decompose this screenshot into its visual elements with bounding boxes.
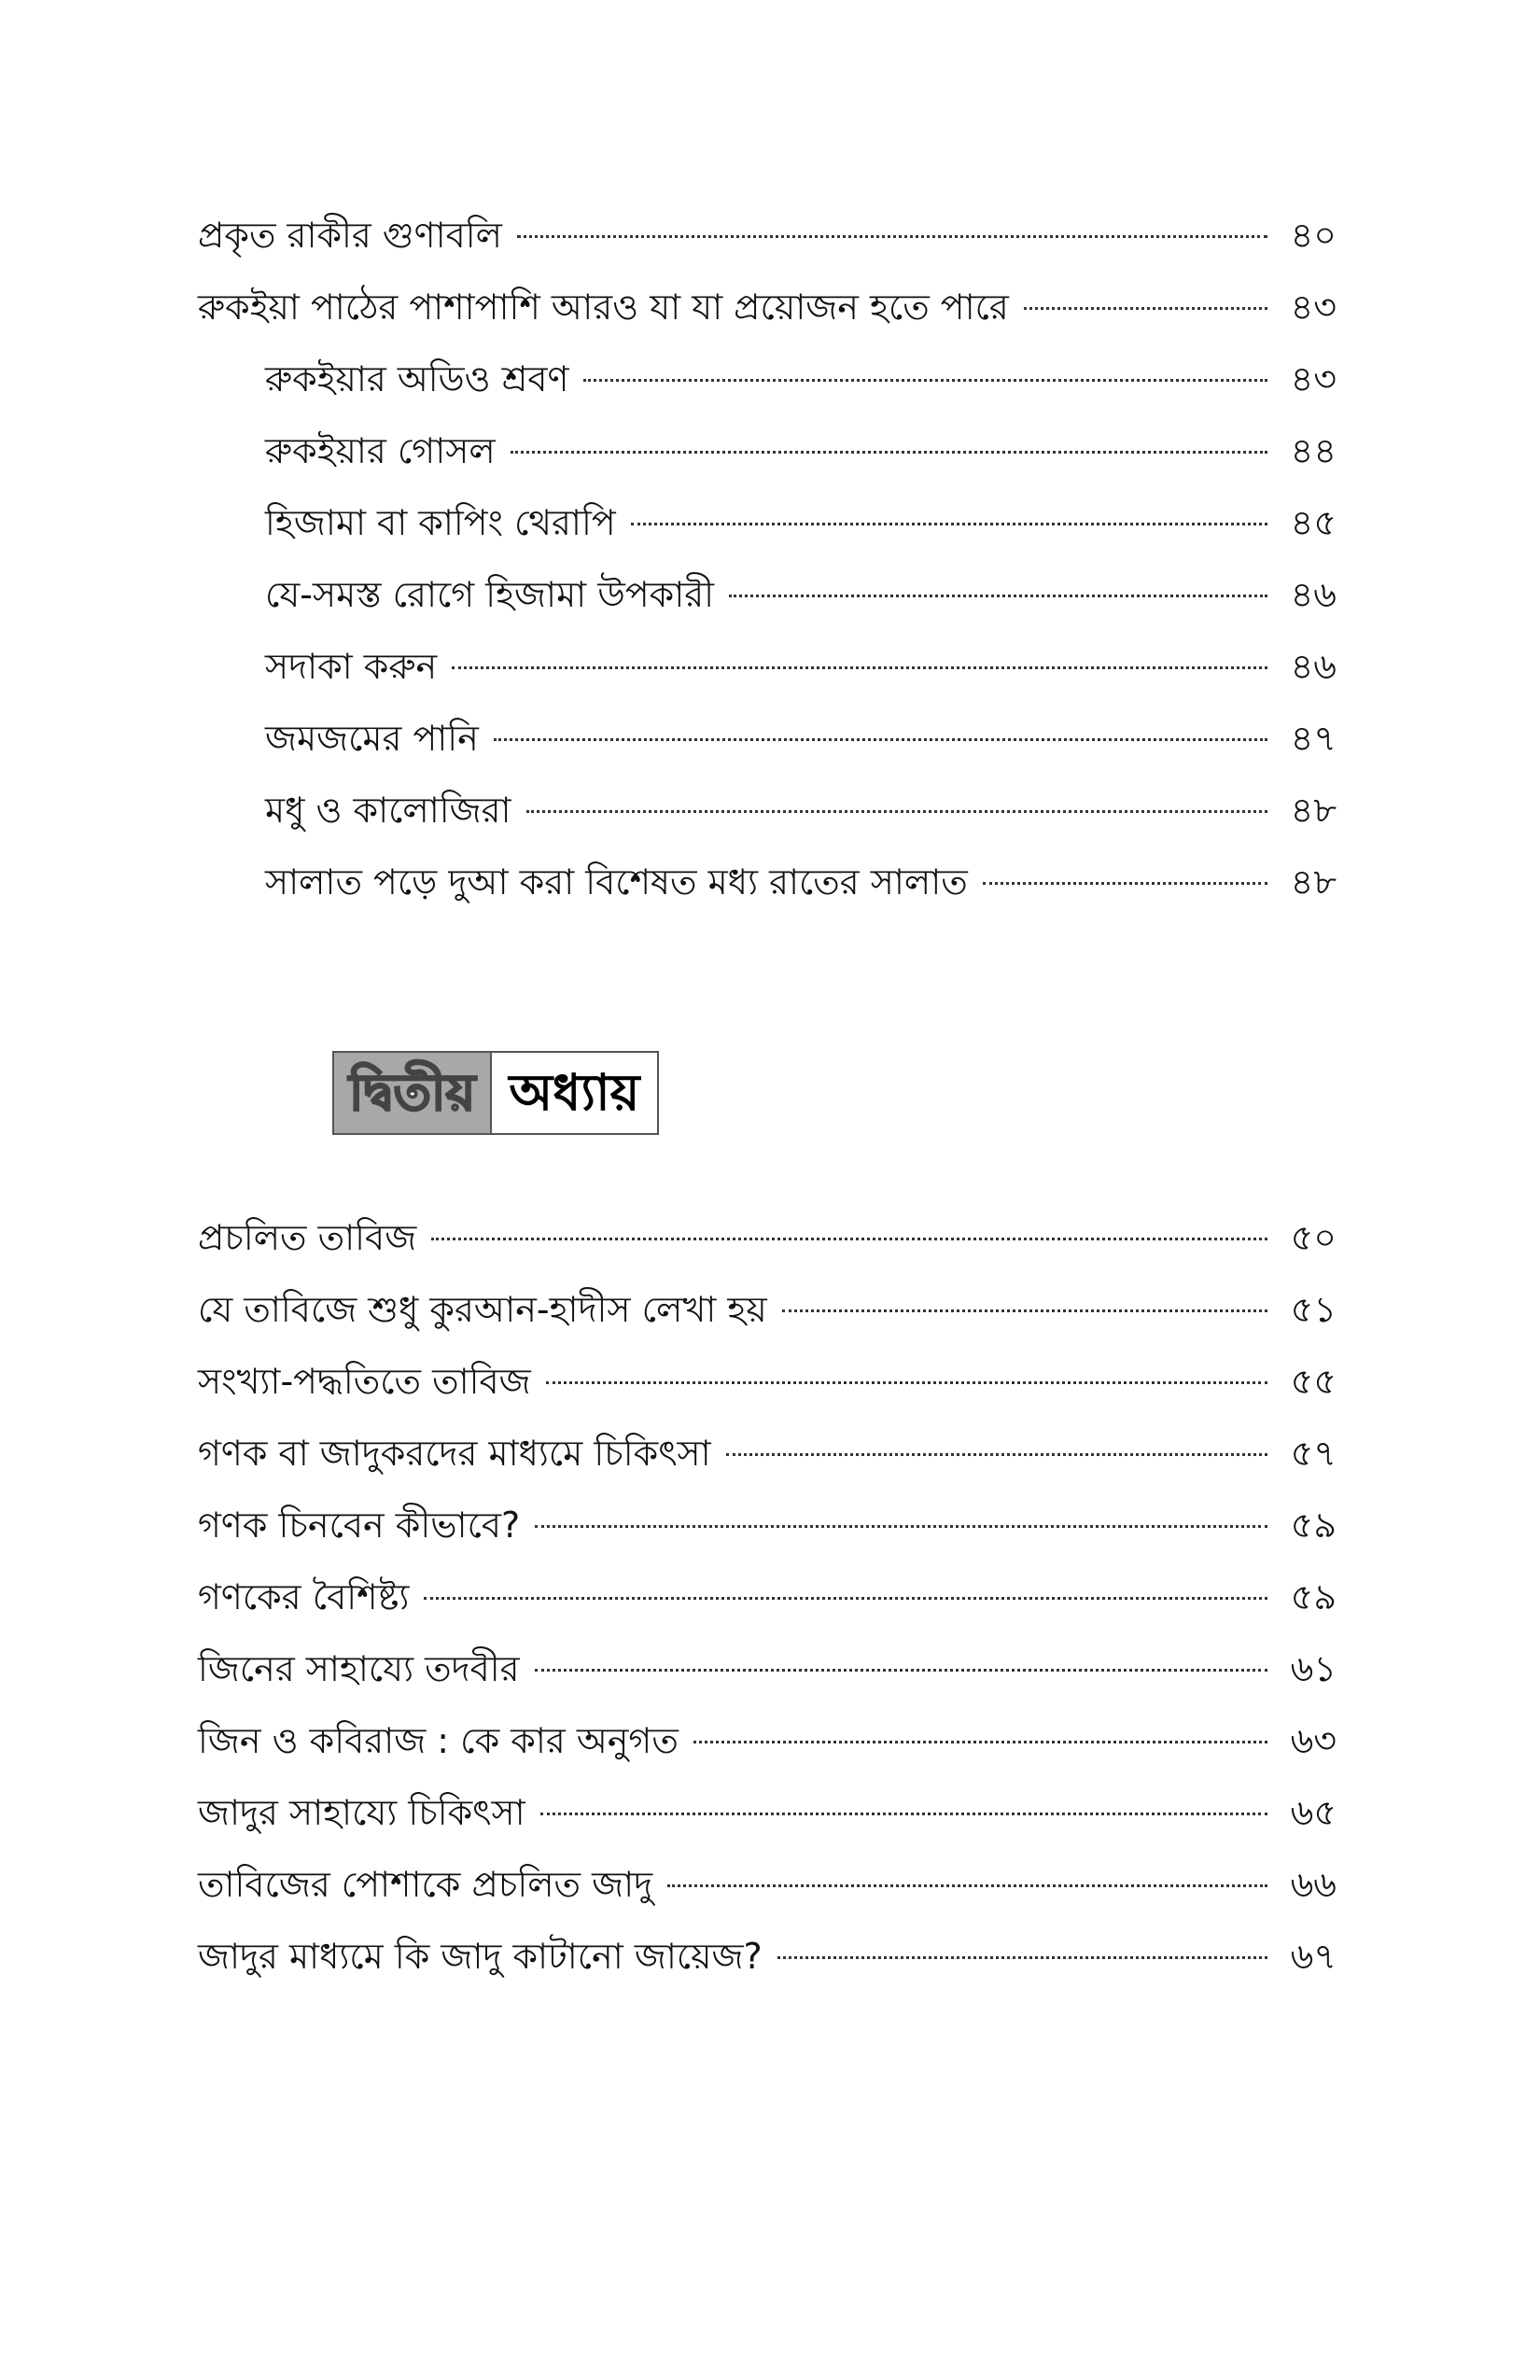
toc-subentry[interactable] xyxy=(198,631,1337,703)
toc-entry-title: মধু ও কালোজিরা xyxy=(265,790,511,831)
toc-subentry[interactable] xyxy=(198,343,1337,415)
toc-page-number: ৫৭ xyxy=(1290,1433,1337,1474)
toc-page-number: ৬৫ xyxy=(1290,1792,1337,1833)
toc-entry-title: গণক চিনবেন কীভাবে? xyxy=(198,1505,521,1546)
toc-page-number: ৬৩ xyxy=(1290,1720,1337,1761)
chapter-word: অধ্যায় xyxy=(490,1053,656,1133)
toc-entry-title: জমজমের পানি xyxy=(265,718,479,759)
toc-page-number: ৪৬ xyxy=(1290,646,1337,687)
toc-entry[interactable] xyxy=(198,200,1337,272)
toc-page-number: ৪৬ xyxy=(1290,574,1337,615)
dot-leader xyxy=(431,1238,1267,1240)
dot-leader xyxy=(726,1453,1267,1456)
toc-entry-title: তাবিজের পোশাকে প্রচলিত জাদু xyxy=(198,1864,653,1905)
toc-section-second-chapter xyxy=(198,1202,1337,1993)
toc-subentry[interactable] xyxy=(198,775,1337,847)
dot-leader xyxy=(517,235,1267,238)
toc-entry-title: হিজামা বা কাপিং থেরাপি xyxy=(265,502,616,543)
dot-leader xyxy=(1024,307,1267,310)
toc-entry-title: প্রচলিত তাবিজ xyxy=(198,1217,417,1258)
dot-leader xyxy=(452,666,1267,669)
toc-page-number: ৫৯ xyxy=(1290,1505,1337,1546)
toc-entry-title: সংখ্যা-পদ্ধতিতে তাবিজ xyxy=(198,1361,531,1402)
toc-entry[interactable] xyxy=(198,1633,1337,1705)
toc-section-first xyxy=(198,200,1337,918)
toc-entry-title: গণকের বৈশিষ্ট্য xyxy=(198,1576,410,1617)
toc-entry-title: জিন ও কবিরাজ : কে কার অনুগত xyxy=(198,1720,679,1761)
toc-subentry[interactable] xyxy=(198,703,1337,775)
chapter-ordinal: দ্বিতীয় xyxy=(334,1053,490,1133)
toc-page-number: ৫০ xyxy=(1290,1217,1337,1258)
toc-entry[interactable] xyxy=(198,1202,1337,1274)
dot-leader xyxy=(729,595,1267,597)
dot-leader xyxy=(983,882,1267,885)
chapter-heading-banner xyxy=(332,1051,659,1135)
toc-entry-title: প্রকৃত রাকীর গুণাবলি xyxy=(198,215,502,256)
toc-entry[interactable] xyxy=(198,272,1337,343)
dot-leader xyxy=(511,451,1267,454)
toc-subentry[interactable] xyxy=(198,487,1337,559)
toc-entry-title: গণক বা জাদুকরদের মাধ্যমে চিকিৎসা xyxy=(198,1433,711,1474)
toc-page-number: ৬৬ xyxy=(1290,1864,1337,1905)
toc-subentry[interactable] xyxy=(198,559,1337,631)
toc-page-number: ৫৫ xyxy=(1290,1361,1337,1402)
toc-entry[interactable] xyxy=(198,1490,1337,1561)
dot-leader xyxy=(583,379,1267,382)
toc-subentry[interactable] xyxy=(198,415,1337,487)
toc-entry[interactable] xyxy=(198,1777,1337,1849)
toc-entry-title: রুকইয়ার অডিও শ্রবণ xyxy=(265,358,569,399)
toc-entry-title: যে-সমস্ত রোগে হিজামা উপকারী xyxy=(265,574,715,615)
toc-page-number: ৫১ xyxy=(1290,1289,1337,1330)
toc-page-number: ৪৭ xyxy=(1290,718,1337,759)
toc-subentry[interactable] xyxy=(198,847,1337,918)
toc-page-number: ৬৭ xyxy=(1290,1936,1337,1977)
dot-leader xyxy=(424,1597,1267,1600)
toc-entry-title: সালাত পড়ে দুআ করা বিশেষত মধ্য রাতের সালাত xyxy=(265,861,968,903)
toc-entry-title: জিনের সাহায্যে তদবীর xyxy=(198,1648,520,1689)
dot-leader xyxy=(526,810,1267,813)
dot-leader xyxy=(693,1741,1267,1743)
dot-leader xyxy=(782,1309,1267,1312)
toc-entry-title: সদাকা করুন xyxy=(265,646,438,687)
toc-page-number: ৪৮ xyxy=(1290,861,1337,903)
toc-entry[interactable] xyxy=(198,1561,1337,1633)
dot-leader xyxy=(546,1381,1267,1384)
toc-entry[interactable] xyxy=(198,1849,1337,1921)
dot-leader xyxy=(540,1813,1267,1815)
toc-entry[interactable] xyxy=(198,1346,1337,1418)
toc-page-number: ৪৫ xyxy=(1290,502,1337,543)
dot-leader xyxy=(535,1525,1267,1528)
toc-entry-title: জাদুর মাধ্যমে কি জাদু কাটানো জায়েজ? xyxy=(198,1936,763,1977)
toc-page-number: ৬১ xyxy=(1290,1648,1337,1689)
dot-leader xyxy=(667,1884,1267,1887)
toc-page-number: ৪০ xyxy=(1290,215,1337,256)
toc-page-number: ৫৯ xyxy=(1290,1576,1337,1617)
toc-page-number: ৪৪ xyxy=(1290,430,1337,471)
dot-leader xyxy=(631,523,1267,525)
dot-leader xyxy=(535,1669,1267,1672)
toc-entry[interactable] xyxy=(198,1418,1337,1490)
toc-entry-title: যে তাবিজে শুধু কুরআন-হাদীস লেখা হয় xyxy=(198,1289,767,1330)
toc-page-number: ৪৮ xyxy=(1290,790,1337,831)
dot-leader xyxy=(777,1956,1267,1959)
dot-leader xyxy=(494,738,1267,741)
toc-entry[interactable] xyxy=(198,1921,1337,1993)
toc-entry[interactable] xyxy=(198,1705,1337,1777)
toc-entry[interactable] xyxy=(198,1274,1337,1346)
toc-page-number: ৪৩ xyxy=(1290,287,1337,328)
toc-entry-title: জাদুর সাহায্যে চিকিৎসা xyxy=(198,1792,525,1833)
toc-entry-title: রুকইয়ার গোসল xyxy=(265,430,496,471)
toc-page-number: ৪৩ xyxy=(1290,358,1337,399)
toc-entry-title: রুকইয়া পাঠের পাশাপাশি আরও যা যা প্রয়োজন হতে পারে xyxy=(198,287,1009,328)
